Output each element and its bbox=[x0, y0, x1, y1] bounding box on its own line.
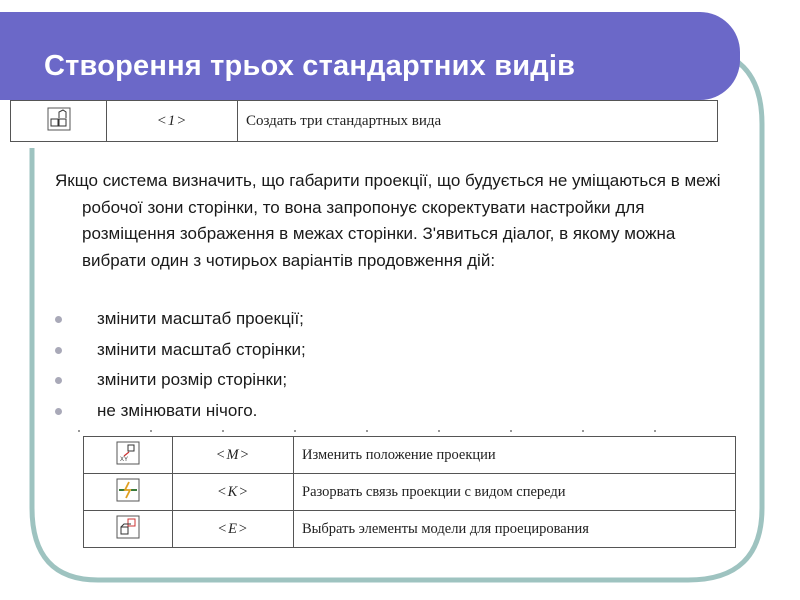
shortcut-key: <M> bbox=[173, 437, 294, 474]
list-item-text: не змінювати нічого. bbox=[97, 400, 258, 420]
options-list bbox=[55, 304, 306, 426]
icon-cell bbox=[84, 511, 173, 548]
list-item-text: змінити розмір сторінки; bbox=[97, 370, 288, 389]
list-item bbox=[55, 396, 306, 427]
title-bar bbox=[0, 12, 740, 100]
command-description: Создать три стандартных вида bbox=[238, 101, 718, 142]
body-paragraph: Якщо система визначить, що габарити проекції, що будується не уміщаються в межі робочої зони сторінки, то вона запропонує скоректувати настройки для розміщення зображення в межах сторінки. З'явиться діалог, в якому можна вибрати один з чотирьох варіантів продовження дій: bbox=[55, 171, 721, 270]
icon-cell bbox=[11, 101, 107, 142]
table-row bbox=[84, 474, 736, 511]
table-row bbox=[11, 101, 718, 142]
bullet-icon bbox=[55, 316, 62, 323]
three-views-icon[interactable] bbox=[47, 107, 71, 131]
command-description: Разорвать связь проекции с видом спереди bbox=[294, 474, 736, 511]
command-table-bottom bbox=[83, 436, 736, 548]
list-item bbox=[55, 365, 306, 396]
command-description: Изменить положение проекции bbox=[294, 437, 736, 474]
command-table-top bbox=[10, 100, 718, 142]
slide-title: Створення трьох стандартних видів bbox=[44, 50, 576, 82]
command-description: Выбрать элементы модели для проецирования bbox=[294, 511, 736, 548]
icon-cell bbox=[84, 437, 173, 474]
shortcut-key: <1> bbox=[107, 101, 238, 142]
table-row bbox=[84, 437, 736, 474]
list-item-text: змінити масштаб сторінки; bbox=[97, 339, 306, 359]
bullet-icon bbox=[55, 377, 62, 384]
break-link-icon[interactable] bbox=[116, 478, 140, 502]
shortcut-key: <K> bbox=[173, 474, 294, 511]
shortcut-key: <E> bbox=[173, 511, 294, 548]
icon-cell bbox=[84, 474, 173, 511]
table-row bbox=[84, 511, 736, 548]
bullet-icon bbox=[55, 408, 62, 415]
move-projection-icon[interactable] bbox=[116, 441, 140, 465]
bullet-icon bbox=[55, 347, 62, 354]
svg-text:XY: XY bbox=[120, 456, 129, 463]
list-item bbox=[55, 335, 306, 366]
list-item-text: змінити масштаб проекції; bbox=[97, 309, 304, 328]
table-cut-edge bbox=[78, 429, 718, 433]
select-elements-icon[interactable] bbox=[116, 515, 140, 539]
list-item bbox=[55, 304, 306, 335]
